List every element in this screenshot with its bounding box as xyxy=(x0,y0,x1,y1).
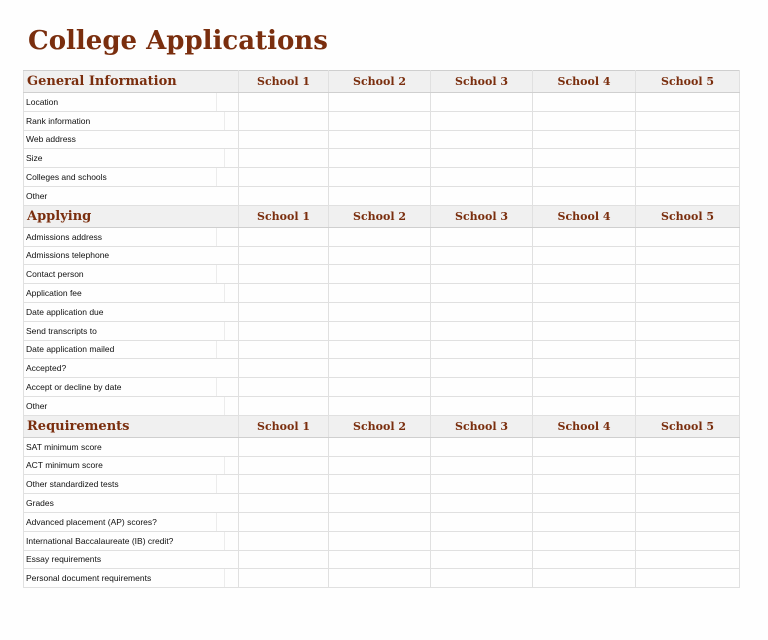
row-label xyxy=(24,396,239,415)
school-entry-cell[interactable] xyxy=(636,265,740,284)
school-entry-cell[interactable] xyxy=(431,130,533,149)
school-entry-cell[interactable] xyxy=(329,456,431,475)
school-entry-cell[interactable] xyxy=(533,569,636,588)
row-label-text: Essay requirements xyxy=(26,554,102,565)
row-label-text: Other xyxy=(26,190,48,201)
school-entry-cell[interactable] xyxy=(431,378,533,397)
school-column-header: School 4 xyxy=(533,205,636,227)
school-entry-cell[interactable] xyxy=(431,437,533,456)
row-label-text: Date application mailed xyxy=(26,344,115,355)
school-entry-cell[interactable] xyxy=(636,284,740,303)
school-entry-cell[interactable] xyxy=(636,437,740,456)
school-column-header: School 2 xyxy=(329,71,431,93)
school-entry-cell[interactable] xyxy=(533,378,636,397)
school-entry-cell[interactable] xyxy=(533,265,636,284)
college-applications-table xyxy=(23,70,740,588)
row-label xyxy=(24,168,239,187)
school-entry-cell[interactable] xyxy=(533,168,636,187)
school-entry-cell[interactable] xyxy=(329,437,431,456)
section-header-row xyxy=(24,415,740,437)
grid-artifact xyxy=(224,532,225,550)
grid-artifact xyxy=(216,378,217,396)
school-entry-cell[interactable] xyxy=(533,531,636,550)
row-label-text: International Baccalaureate (IB) credit? xyxy=(26,535,174,546)
school-entry-cell[interactable] xyxy=(636,396,740,415)
school-entry-cell[interactable] xyxy=(533,494,636,513)
school-entry-cell[interactable] xyxy=(636,130,740,149)
school-entry-cell[interactable] xyxy=(239,378,329,397)
row-label-text: SAT minimum score xyxy=(26,441,102,452)
school-entry-cell[interactable] xyxy=(431,340,533,359)
table-row xyxy=(24,321,740,340)
row-label-text: Application fee xyxy=(26,288,82,299)
school-entry-cell[interactable] xyxy=(431,512,533,531)
school-column-header: School 1 xyxy=(239,71,329,93)
school-entry-cell[interactable] xyxy=(431,396,533,415)
row-label xyxy=(24,550,239,569)
school-entry-cell[interactable] xyxy=(329,168,431,187)
school-entry-cell[interactable] xyxy=(431,494,533,513)
table-row xyxy=(24,378,740,397)
school-entry-cell[interactable] xyxy=(533,111,636,130)
grid-artifact xyxy=(224,569,225,587)
school-entry-cell[interactable] xyxy=(636,531,740,550)
row-label-text: Contact person xyxy=(26,269,84,280)
school-entry-cell[interactable] xyxy=(239,475,329,494)
school-entry-cell[interactable] xyxy=(636,475,740,494)
school-entry-cell[interactable] xyxy=(636,456,740,475)
school-entry-cell[interactable] xyxy=(431,359,533,378)
grid-artifact xyxy=(216,168,217,186)
table-row xyxy=(24,186,740,205)
school-column-header: School 5 xyxy=(636,71,740,93)
school-column-header: School 1 xyxy=(239,205,329,227)
school-entry-cell[interactable] xyxy=(533,340,636,359)
school-entry-cell[interactable] xyxy=(239,359,329,378)
section-title: Requirements xyxy=(24,415,239,437)
grid-artifact xyxy=(216,228,217,246)
school-entry-cell[interactable] xyxy=(431,531,533,550)
row-label xyxy=(24,437,239,456)
school-entry-cell[interactable] xyxy=(329,359,431,378)
grid-artifact xyxy=(216,341,217,359)
table-row xyxy=(24,265,740,284)
school-entry-cell[interactable] xyxy=(533,302,636,321)
row-label-text: Admissions address xyxy=(26,231,103,242)
grid-artifact xyxy=(224,397,225,415)
school-entry-cell[interactable] xyxy=(329,512,431,531)
school-entry-cell[interactable] xyxy=(636,111,740,130)
table-row xyxy=(24,93,740,112)
school-entry-cell[interactable] xyxy=(431,149,533,168)
school-entry-cell[interactable] xyxy=(431,168,533,187)
table-row xyxy=(24,396,740,415)
school-entry-cell[interactable] xyxy=(329,531,431,550)
school-entry-cell[interactable] xyxy=(239,302,329,321)
table-row xyxy=(24,246,740,265)
row-label-text: ACT minimum score xyxy=(26,460,103,471)
table-row xyxy=(24,227,740,246)
school-entry-cell[interactable] xyxy=(239,168,329,187)
school-entry-cell[interactable] xyxy=(533,93,636,112)
school-entry-cell[interactable] xyxy=(431,284,533,303)
table-row xyxy=(24,550,740,569)
school-column-header: School 3 xyxy=(431,205,533,227)
school-entry-cell[interactable] xyxy=(239,186,329,205)
school-entry-cell[interactable] xyxy=(636,512,740,531)
grid-artifact xyxy=(224,457,225,475)
school-entry-cell[interactable] xyxy=(329,93,431,112)
school-entry-cell[interactable] xyxy=(329,302,431,321)
school-entry-cell[interactable] xyxy=(431,246,533,265)
school-entry-cell[interactable] xyxy=(329,340,431,359)
school-entry-cell[interactable] xyxy=(329,227,431,246)
school-entry-cell[interactable] xyxy=(636,302,740,321)
row-label xyxy=(24,246,239,265)
school-entry-cell[interactable] xyxy=(636,93,740,112)
school-entry-cell[interactable] xyxy=(329,494,431,513)
school-entry-cell[interactable] xyxy=(533,512,636,531)
school-entry-cell[interactable] xyxy=(533,321,636,340)
school-column-header: School 5 xyxy=(636,415,740,437)
row-label-text: Other standardized tests xyxy=(26,479,119,490)
grid-artifact xyxy=(224,112,225,130)
table-row xyxy=(24,168,740,187)
school-entry-cell[interactable] xyxy=(239,284,329,303)
school-entry-cell[interactable] xyxy=(329,550,431,569)
school-column-header: School 2 xyxy=(329,415,431,437)
school-entry-cell[interactable] xyxy=(239,512,329,531)
grid-artifact xyxy=(216,513,217,531)
school-entry-cell[interactable] xyxy=(636,246,740,265)
school-entry-cell[interactable] xyxy=(239,437,329,456)
school-entry-cell[interactable] xyxy=(636,227,740,246)
table-row xyxy=(24,531,740,550)
row-label xyxy=(24,321,239,340)
school-entry-cell[interactable] xyxy=(431,550,533,569)
school-entry-cell[interactable] xyxy=(239,569,329,588)
school-entry-cell[interactable] xyxy=(533,437,636,456)
grid-artifact xyxy=(216,475,217,493)
grid-artifact xyxy=(216,265,217,283)
school-entry-cell[interactable] xyxy=(329,321,431,340)
school-entry-cell[interactable] xyxy=(533,130,636,149)
school-entry-cell[interactable] xyxy=(636,359,740,378)
school-column-header: School 5 xyxy=(636,205,740,227)
school-entry-cell[interactable] xyxy=(239,321,329,340)
row-label xyxy=(24,494,239,513)
school-column-header: School 3 xyxy=(431,415,533,437)
row-label-text: Admissions telephone xyxy=(26,250,110,261)
school-column-header: School 4 xyxy=(533,71,636,93)
school-entry-cell[interactable] xyxy=(533,246,636,265)
school-entry-cell[interactable] xyxy=(636,550,740,569)
school-entry-cell[interactable] xyxy=(431,265,533,284)
school-entry-cell[interactable] xyxy=(431,227,533,246)
school-entry-cell[interactable] xyxy=(329,149,431,168)
table-row xyxy=(24,302,740,321)
school-entry-cell[interactable] xyxy=(431,569,533,588)
row-label xyxy=(24,512,239,531)
school-entry-cell[interactable] xyxy=(636,186,740,205)
school-entry-cell[interactable] xyxy=(533,475,636,494)
table-row xyxy=(24,149,740,168)
school-entry-cell[interactable] xyxy=(533,456,636,475)
school-entry-cell[interactable] xyxy=(239,93,329,112)
school-entry-cell[interactable] xyxy=(636,340,740,359)
school-entry-cell[interactable] xyxy=(636,494,740,513)
school-entry-cell[interactable] xyxy=(239,340,329,359)
row-label-text: Grades xyxy=(26,498,54,509)
row-label xyxy=(24,265,239,284)
school-entry-cell[interactable] xyxy=(431,93,533,112)
school-entry-cell[interactable] xyxy=(329,111,431,130)
grid-artifact xyxy=(216,93,217,111)
school-entry-cell[interactable] xyxy=(431,456,533,475)
school-entry-cell[interactable] xyxy=(239,111,329,130)
school-entry-cell[interactable] xyxy=(239,550,329,569)
school-entry-cell[interactable] xyxy=(239,130,329,149)
table-row xyxy=(24,130,740,149)
school-entry-cell[interactable] xyxy=(329,130,431,149)
row-label xyxy=(24,227,239,246)
school-entry-cell[interactable] xyxy=(239,227,329,246)
table-row xyxy=(24,475,740,494)
school-entry-cell[interactable] xyxy=(329,396,431,415)
row-label xyxy=(24,531,239,550)
table-row xyxy=(24,359,740,378)
school-entry-cell[interactable] xyxy=(533,396,636,415)
school-entry-cell[interactable] xyxy=(239,456,329,475)
row-label-text: Web address xyxy=(26,134,76,145)
row-label-text: Location xyxy=(26,96,59,107)
school-entry-cell[interactable] xyxy=(533,550,636,569)
row-label xyxy=(24,302,239,321)
school-entry-cell[interactable] xyxy=(329,186,431,205)
row-label-text: Personal document requirements xyxy=(26,573,152,584)
school-entry-cell[interactable] xyxy=(329,569,431,588)
row-label xyxy=(24,111,239,130)
row-label xyxy=(24,149,239,168)
table-row xyxy=(24,494,740,513)
row-label-text: Send transcripts to xyxy=(26,325,97,336)
row-label xyxy=(24,130,239,149)
school-entry-cell[interactable] xyxy=(431,475,533,494)
school-entry-cell[interactable] xyxy=(533,186,636,205)
school-entry-cell[interactable] xyxy=(431,111,533,130)
school-column-header: School 2 xyxy=(329,205,431,227)
row-label xyxy=(24,475,239,494)
row-label-text: Size xyxy=(26,153,43,164)
school-entry-cell[interactable] xyxy=(239,494,329,513)
grid-artifact xyxy=(224,322,225,340)
school-entry-cell[interactable] xyxy=(636,321,740,340)
row-label-text: Rank information xyxy=(26,115,91,126)
school-entry-cell[interactable] xyxy=(533,227,636,246)
school-entry-cell[interactable] xyxy=(636,168,740,187)
school-entry-cell[interactable] xyxy=(239,265,329,284)
school-entry-cell[interactable] xyxy=(636,378,740,397)
school-entry-cell[interactable] xyxy=(329,265,431,284)
school-entry-cell[interactable] xyxy=(533,149,636,168)
school-column-header: School 4 xyxy=(533,415,636,437)
school-entry-cell[interactable] xyxy=(431,302,533,321)
row-label xyxy=(24,378,239,397)
row-label xyxy=(24,93,239,112)
page-title: College Applications xyxy=(28,26,328,56)
table-row xyxy=(24,437,740,456)
school-entry-cell[interactable] xyxy=(239,531,329,550)
school-entry-cell[interactable] xyxy=(239,396,329,415)
section-header-row xyxy=(24,205,740,227)
grid-artifact xyxy=(224,284,225,302)
school-entry-cell[interactable] xyxy=(329,284,431,303)
school-entry-cell[interactable] xyxy=(239,149,329,168)
row-label xyxy=(24,456,239,475)
table-row xyxy=(24,512,740,531)
school-entry-cell[interactable] xyxy=(431,321,533,340)
table-row xyxy=(24,284,740,303)
row-label xyxy=(24,340,239,359)
school-column-header: School 1 xyxy=(239,415,329,437)
row-label-text: Advanced placement (AP) scores? xyxy=(26,516,157,527)
school-entry-cell[interactable] xyxy=(329,475,431,494)
row-label xyxy=(24,284,239,303)
row-label xyxy=(24,569,239,588)
table-row xyxy=(24,340,740,359)
school-entry-cell[interactable] xyxy=(533,284,636,303)
school-entry-cell[interactable] xyxy=(533,359,636,378)
school-column-header: School 3 xyxy=(431,71,533,93)
row-label xyxy=(24,359,239,378)
row-label-text: Other xyxy=(26,400,48,411)
row-label-text: Colleges and schools xyxy=(26,172,107,183)
grid-artifact xyxy=(224,149,225,167)
school-entry-cell[interactable] xyxy=(636,569,740,588)
table-row xyxy=(24,569,740,588)
school-entry-cell[interactable] xyxy=(431,186,533,205)
table-row xyxy=(24,456,740,475)
row-label xyxy=(24,186,239,205)
row-label-text: Accept or decline by date xyxy=(26,382,122,393)
school-entry-cell[interactable] xyxy=(239,246,329,265)
section-title: General Information xyxy=(24,71,239,93)
section-title: Applying xyxy=(24,205,239,227)
school-entry-cell[interactable] xyxy=(636,149,740,168)
row-label-text: Accepted? xyxy=(26,363,67,374)
school-entry-cell[interactable] xyxy=(329,378,431,397)
table-row xyxy=(24,111,740,130)
school-entry-cell[interactable] xyxy=(329,246,431,265)
section-header-row xyxy=(24,71,740,93)
row-label-text: Date application due xyxy=(26,306,104,317)
